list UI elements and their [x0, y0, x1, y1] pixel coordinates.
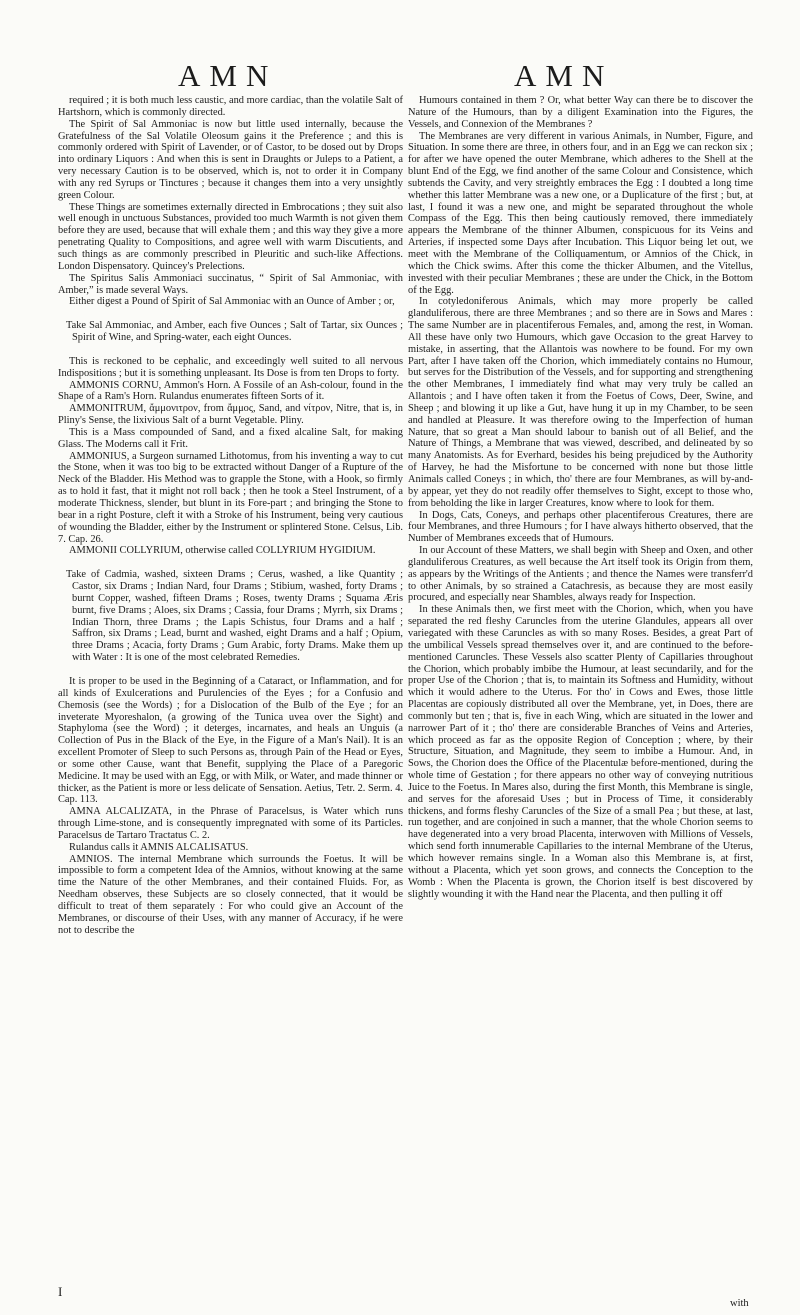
left-column: [58, 95, 403, 1275]
paragraph: Take Sal Ammoniac, and Amber, each five Ounces ; Salt of Tartar, six Ounces ; Spirit of Wine, and Spring-water, each eight Ounces.: [66, 320, 403, 344]
paragraph: AMMONIS CORNU, Ammon's Horn. A Fossile of an Ash-colour, found in the Shape of a Ram's Horn. Rulandus enumerates fifteen Sorts of it.: [58, 379, 403, 403]
paragraph: In cotyledoniferous Animals, which may more properly be called glanduliferous, there are three Membranes ; and so there are in Sows and Mares : The same Number are in placentiferous Females, and, among the rest, in Woman. All these have only two Humours, which gave Occasion to the great Harvey to mistake, in asserting, that the Allantois was nowhere to be found. For my own Part, after I have taken off the Chorion, which immediately contains no Humour, but serves for the Distribution of the Vessels, and for supporting and strengthening the other Membranes, I immediately find what may very truly be called an Allantois ; and I have often taken it from the Foetus of Cows, Deer, Swine, and Sheep ; and blowing it up like a Gut, have hung it up in my Chamber, to be seen and handled at Pleasure. It was therefore owing to the Imperfection of human Nature, that so great a Man should labour to banish out of all Belief, and the Nature of Things, a Membrane that was viewed, described, and delineated by so many Anatomists. As for Everhard, besides his being prejudiced by the Authority of Harvey, he had the Misfortune to be concerned with none but those little Animals called Coneys ; in which, tho' there are four Membranes, as will by-and-by appear, yet they do not readily offer themselves to Sight, except to those who, from beholding the like in larger Creatures, know where to look for them.: [408, 296, 753, 509]
running-head-right: AMN: [514, 58, 614, 93]
paragraph: AMMONII COLLYRIUM, otherwise called COLLYRIUM HYGIDIUM.: [69, 545, 376, 557]
paragraph: AMMONITRUM, ἄμμονιτρον, from ἄμμος, Sand, and νίτρον, Nitre, that is, in Pliny's Sense, the lixivious Salt of a burnt Vegetable. Pliny.: [58, 403, 403, 427]
paragraph: Humours contained in them ? Or, what better Way can there be to discover the Nature of the Humours, than by a diligent Examination into the Figures, the Vessels, and Connexion of the Membranes ?: [408, 95, 753, 130]
paragraph: required ; it is both much less caustic, and more cardiac, than the volatile Salt of Hartshorn, which is commonly directed.: [58, 95, 403, 118]
paragraph: Take of Cadmia, washed, sixteen Drams ; Cerus, washed, a like Quantity ; Castor, six Drams ; Indian Nard, four Drams ; Stibium, washed, forty Drams ; burnt Copper, washed, fifteen Drams ; Roses, twenty Drams ; Squama Æris burnt, five Drams ; Aloes, six Drams ; Cassia, four Drams ; Myrrh, six Drams ; Indian Thorn, three Drams ; the Lapis Schistus, four Drams and a half ; Saffron, six Drams ; Lead, burnt and washed, eight Drams and a half ; Opium, three Drams ; Acacia, forty Drams ; Gum Arabic, forty Drams. Make them up with Water : It is one of the most celebrated Remedies.: [66, 569, 403, 664]
paragraph: In Dogs, Cats, Coneys, and perhaps other placentiferous Creatures, there are four Membranes, and three Humours ; for I have always hitherto observed, that the Number of Membranes exceeds that of Humours.: [408, 509, 753, 545]
paragraph: The Spiritus Salis Ammoniaci succinatus, “ Spirit of Sal Ammoniac, with Amber,” is made several Ways.: [58, 272, 403, 296]
running-head-left: AMN: [178, 58, 278, 93]
page-number: I: [58, 1284, 63, 1299]
paragraph: In our Account of these Matters, we shall begin with Sheep and Oxen, and other glanduliferous Creatures, as well because the Art itself took its Origin from them, as appears by the Writings of the Antients ; and thence the Names were transferr'd to other Animals, by so strained a Catachresis, as because they are most easily procured, and especially near Shambles, always ready for Inspection.: [408, 545, 753, 604]
paragraph: This is a Mass compounded of Sand, and a fixed alcaline Salt, for making Glass. The Moderns call it Frit.: [58, 426, 403, 450]
paragraph: AMNIOS. The internal Membrane which surrounds the Foetus. It will be impossible to form a competent Idea of the Amnios, without knowing at the same time the Nature of the other Membranes, and their contained Fluids. For, as Needham observes, these Subjects are so closely connected, that it would be difficult to treat of them separately : For who could give an Account of the Membranes, or discourse of their Uses, with any manner of Accuracy, if he were not to describe the: [58, 853, 403, 936]
paragraph: In these Animals then, we first meet with the Chorion, which, when you have separated the red fleshy Caruncles from the uterine Glandules, appears all over variegated with these Caruncles as with so many Roses. Besides, a great Part of the umbilical Vessels spread themselves over it, and are continued to the before-mentioned Caruncles. These Vessels also scatter Plenty of Capillaries throughout the Chorion, which probably imbibe the Humour, at least secundarily, and for the proper Use of the Chorion ; that is, to maintain its Softness and Humidity, without which it would adhere to the Uterus. For tho' in Cows and Ewes, those little Placentas are copiously distributed all over the Membrane, yet, in Does, there are commonly but ten ; that is, five in each Wing, which are situated in the lower and narrower Part of it ; tho' there are considerable Branches of Veins and Arteries, which proceed as far as the opposite Region of Conception ; where, by their Structure, Situation, and Magnitude, they seem to imbibe a Humour. And, in Sows, the Chorion does the Office of the Placentulæ before-mentioned, during the whole time of Gestation ; for there appears no other way of conveying nutritious Juice to the Foetus. In Mares also, during the first Month, this Membrane is single, and serves for the aforesaid Uses ; but in Process of Time, it considerably thickens, and forms fleshy Caruncles of the Size of a small Pea ; but these, at last, run together, and are conjoined in such a manner, that the whole Chorion seems to have degenerated into a very broad Placenta, interwoven with Millions of Vessels, which send forth innumerable Capillaries to the internal Membrane of the Uterus, which however remains single. In a Woman also this Membrane is, at first, without a Placenta, which yet soon grows, and connects the Conception to the Womb : When the Placenta is grown, the Chorion itself is best discovered by slightly wounding it with the Hand near the Placenta, and then pulling it off: [408, 604, 753, 900]
paragraph: Either digest a Pound of Spirit of Sal Ammoniac with an Ounce of Amber ; or,: [69, 296, 395, 308]
paragraph: Rulandus calls it AMNIS ALCALISATUS.: [69, 841, 249, 853]
right-column: [408, 95, 753, 1275]
paragraph: AMNA ALCALIZATA, in the Phrase of Paracelsus, is Water which runs through Lime-stone, and is consequently impregnated with some of its Particles. Paracelsus de Tartaro Tractatus C. 2.: [58, 806, 403, 841]
paragraph: This is reckoned to be cephalic, and exceedingly well suited to all nervous Indispositions ; but it is something unpleasant. Its Dose is from ten Drops to forty.: [58, 355, 403, 379]
paragraph: It is proper to be used in the Beginning of a Cataract, or Inflammation, and for all kinds of Exulcerations and Purulencies of the Eyes ; for a Confusio and Chemosis (see the Words) ; for a Dislocation of the Bulb of the Eye ; for an inveterate Myoreshalon, (a growing of the Tunica uvea over the Sight) and Staphyloma (see the Word) ; it deterges, incarnates, and heals an Unguis (a Collection of Pus in the Black of the Eye, in the Figure of a Man's Nail). It is an excellent Promoter of Sleep to such Persons as, through Pain of the Head or Eyes, or some other Cause, want that Benefit, supplying the Place of a Paregoric Medicine. It may be used with an Egg, or with Milk, or Water, and made thinner or thicker, as the Patient is more or less delicate of Sensation. Aetius, Tetr. 2. Serm. 4. Cap. 113.: [58, 675, 403, 806]
catchword: with: [730, 1298, 749, 1309]
paragraph: The Spirit of Sal Ammoniac is now but little used internally, because the Gratefulness of the Sal Volatile Oleosum gains it the Preference ; and this is commonly ordered with Spirit of Lavender, or of Castor, to be dosed out by Drops into ordinary Liquors : And when this is sent in Draughts or Juleps to a Patient, a very necessary Caution is to be observed, which is, not to order it in Company with any red Syrups or Tinctures ; because it changes them into a very unsightly green Colour.: [58, 118, 403, 201]
paragraph: AMMONIUS, a Surgeon surnamed Lithotomus, from his inventing a way to cut the Stone, when it was too big to be extracted without Danger of a Rupture of the Neck of the Bladder. His Method was to grapple the Stone, with a Hook, so firmly as to hold it fast, that it might not roll back ; then he took a Steel Instrument, of a moderate Thickness, slender, but blunt in its Fore-part ; and bringing the Stone to bear in a right Posture, cleft it with a Stroke of his Instrument, being very cautious of wounding the Bladder, either by the Instrument or splintered Stone. Celsus, Lib. 7. Cap. 26.: [58, 450, 403, 545]
paragraph: These Things are sometimes externally directed in Embrocations ; they suit also well enough in unctuous Substances, provided too much Warmth is not given them before they are used, because that will exhale them ; and this way they give a more penetrating Quality to Compositions, and agree well with warm Discutients, and such things as are commonly prescribed in Pleuritic and such-like Affections. London Dispensatory. Quincey's Prelections.: [58, 201, 403, 272]
paragraph: The Membranes are very different in various Animals, in Number, Figure, and Situation. In some there are three, in others four, and in an Egg we can reckon six ; for after we have opened the outer Membrane, which adheres to the Shell at the blunt End of the Egg, we find another of the same Colour and Consistence, which subtends the Cavity, and very streightly embraces the Egg : I doubted a long time whether this latter Membrane was a new one, or a Duplicature of the first ; but, at last, I found it was a new one, and might be separated throughout the whole Compass of the Egg. This then being cautiously removed, there immediately appears the Membrane of the thinner Albumen, conspicuous for its Veins and Arteries, if inspected some Days after Incubation. This Liquor being let out, we meet with the Membrane of the Colliquamentum, or Amnios of the Chick, in which the Chick swims. After this come the thicker Albumen, and the Vitellus, invested with their peculiar Membranes ; these are under the Chick, in the Bottom of the Egg.: [408, 130, 753, 296]
